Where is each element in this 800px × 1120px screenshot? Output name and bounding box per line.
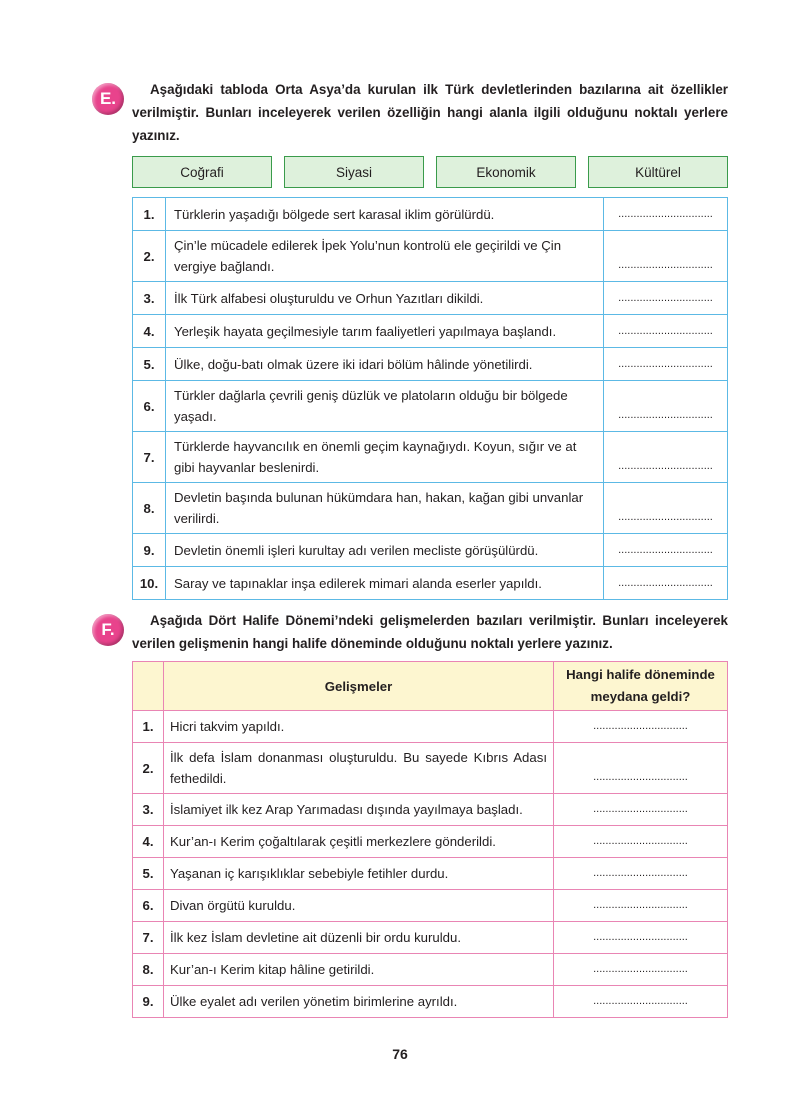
table-row bbox=[133, 743, 728, 794]
answer-blank[interactable]: ............................... bbox=[604, 534, 728, 567]
table-row bbox=[133, 711, 728, 743]
row-number: 7. bbox=[133, 432, 166, 483]
table-row bbox=[133, 794, 728, 826]
row-number: 1. bbox=[133, 198, 166, 231]
development-text: Kur’an-ı Kerim kitap hâline getirildi. bbox=[164, 954, 554, 986]
row-number: 1. bbox=[133, 711, 164, 743]
row-number: 2. bbox=[133, 743, 164, 794]
row-number: 4. bbox=[133, 315, 166, 348]
feature-text: Devletin önemli işleri kurultay adı verilen mecliste görüşülürdü. bbox=[166, 534, 604, 567]
table-row bbox=[133, 432, 728, 483]
row-number: 2. bbox=[133, 231, 166, 282]
table-row bbox=[133, 315, 728, 348]
development-text: İlk defa İslam donanması oluşturuldu. Bu sayede Kıbrıs Adası fethedildi. bbox=[164, 743, 554, 794]
row-number: 5. bbox=[133, 858, 164, 890]
table-row bbox=[133, 198, 728, 231]
feature-text: Ülke, doğu-batı olmak üzere iki idari bölüm hâlinde yönetilirdi. bbox=[166, 348, 604, 381]
row-number: 3. bbox=[133, 282, 166, 315]
category-political: Siyasi bbox=[284, 156, 424, 188]
feature-text: Çin’le mücadele edilerek İpek Yolu’nun kontrolü ele geçirildi ve Çin vergiye bağlandı. bbox=[166, 231, 604, 282]
table-row bbox=[133, 986, 728, 1018]
answer-blank[interactable]: ............................... bbox=[604, 432, 728, 483]
table-row bbox=[133, 534, 728, 567]
row-number: 9. bbox=[133, 534, 166, 567]
answer-blank[interactable]: ............................... bbox=[604, 348, 728, 381]
development-text: Kur’an-ı Kerim çoğaltılarak çeşitli merkezlere gönderildi. bbox=[164, 826, 554, 858]
row-number: 9. bbox=[133, 986, 164, 1018]
answer-blank[interactable]: ............................... bbox=[604, 231, 728, 282]
table-row bbox=[133, 858, 728, 890]
answer-blank[interactable]: ............................... bbox=[554, 826, 728, 858]
development-text: Divan örgütü kuruldu. bbox=[164, 890, 554, 922]
answer-blank[interactable]: ............................... bbox=[554, 954, 728, 986]
development-text: İlk kez İslam devletine ait düzenli bir ordu kuruldu. bbox=[164, 922, 554, 954]
answer-blank[interactable]: ............................... bbox=[554, 922, 728, 954]
development-text: Yaşanan iç karışıklıklar sebebiyle fetihler durdu. bbox=[164, 858, 554, 890]
category-economic: Ekonomik bbox=[436, 156, 576, 188]
answer-blank[interactable]: ............................... bbox=[554, 794, 728, 826]
category-geographic: Coğrafi bbox=[132, 156, 272, 188]
table-row bbox=[133, 922, 728, 954]
feature-text: Türkler dağlarla çevrili geniş düzlük ve platoların olduğu bir bölgede yaşadı. bbox=[166, 381, 604, 432]
section-f-table bbox=[132, 661, 728, 1018]
development-text: İslamiyet ilk kez Arap Yarımadası dışında yayılmaya başladı. bbox=[164, 794, 554, 826]
section-f-table-head bbox=[133, 662, 728, 711]
answer-blank[interactable]: ............................... bbox=[604, 567, 728, 600]
feature-text: Devletin başında bulunan hükümdara han, hakan, kağan gibi unvanlar verilirdi. bbox=[166, 483, 604, 534]
row-number: 4. bbox=[133, 826, 164, 858]
answer-blank[interactable]: ............................... bbox=[554, 986, 728, 1018]
category-boxes bbox=[132, 156, 728, 188]
feature-text: Türklerin yaşadığı bölgede sert karasal iklim görülürdü. bbox=[166, 198, 604, 231]
category-cultural: Kültürel bbox=[588, 156, 728, 188]
table-row bbox=[133, 282, 728, 315]
answer-blank[interactable]: ............................... bbox=[604, 282, 728, 315]
table-row bbox=[133, 890, 728, 922]
table-row bbox=[133, 826, 728, 858]
table-row bbox=[133, 348, 728, 381]
section-f-instruction: Aşağıda Dört Halife Dönemi’ndeki gelişmelerden bazıları verilmiştir. Bunları inceleyerek verilen gelişmenin hangi halife döneminde olduğunu noktalı yerlere yazınız. bbox=[132, 613, 728, 651]
answer-blank[interactable]: ............................... bbox=[554, 858, 728, 890]
row-number: 6. bbox=[133, 381, 166, 432]
feature-text: Saray ve tapınaklar inşa edilerek mimari alanda eserler yapıldı. bbox=[166, 567, 604, 600]
answer-blank[interactable]: ............................... bbox=[604, 198, 728, 231]
row-number: 6. bbox=[133, 890, 164, 922]
answer-blank[interactable]: ............................... bbox=[604, 381, 728, 432]
answer-blank[interactable]: ............................... bbox=[604, 483, 728, 534]
section-e-table-body bbox=[133, 198, 728, 600]
table-row bbox=[133, 381, 728, 432]
development-text: Ülke eyalet adı verilen yönetim birimlerine ayrıldı. bbox=[164, 986, 554, 1018]
answer-blank[interactable]: ............................... bbox=[554, 890, 728, 922]
table-row bbox=[133, 954, 728, 986]
page-number: 76 bbox=[392, 1046, 408, 1062]
section-e-table bbox=[132, 197, 728, 600]
development-text: Hicri takvim yapıldı. bbox=[164, 711, 554, 743]
section-e-badge: E. bbox=[92, 83, 124, 115]
answer-blank[interactable]: ............................... bbox=[604, 315, 728, 348]
row-number: 8. bbox=[133, 954, 164, 986]
table-row bbox=[133, 567, 728, 600]
row-number: 7. bbox=[133, 922, 164, 954]
section-e-instruction: Aşağıdaki tabloda Orta Asya’da kurulan ilk Türk devletlerinden bazılarına ait özellikler verilmiştir. Bunları inceleyerek verilen özelliğin hangi alanla ilgili olduğunu noktalı yerlere yazınız. bbox=[132, 82, 728, 143]
feature-text: Yerleşik hayata geçilmesiyle tarım faaliyetleri yapılmaya başlandı. bbox=[166, 315, 604, 348]
header-developments: Gelişmeler bbox=[164, 662, 554, 711]
row-number: 10. bbox=[133, 567, 166, 600]
answer-blank[interactable]: ............................... bbox=[554, 711, 728, 743]
header-question: Hangi halife döneminde meydana geldi? bbox=[554, 662, 728, 711]
row-number: 3. bbox=[133, 794, 164, 826]
section-f-table-body bbox=[133, 711, 728, 1018]
table-header-row bbox=[133, 662, 728, 711]
section-f-badge: F. bbox=[92, 614, 124, 646]
feature-text: İlk Türk alfabesi oluşturuldu ve Orhun Yazıtları dikildi. bbox=[166, 282, 604, 315]
feature-text: Türklerde hayvancılık en önemli geçim kaynağıydı. Koyun, sığır ve at gibi hayvanlar beslenirdi. bbox=[166, 432, 604, 483]
table-row bbox=[133, 231, 728, 282]
header-empty-cell bbox=[133, 662, 164, 711]
row-number: 5. bbox=[133, 348, 166, 381]
row-number: 8. bbox=[133, 483, 166, 534]
answer-blank[interactable]: ............................... bbox=[554, 743, 728, 794]
table-row bbox=[133, 483, 728, 534]
